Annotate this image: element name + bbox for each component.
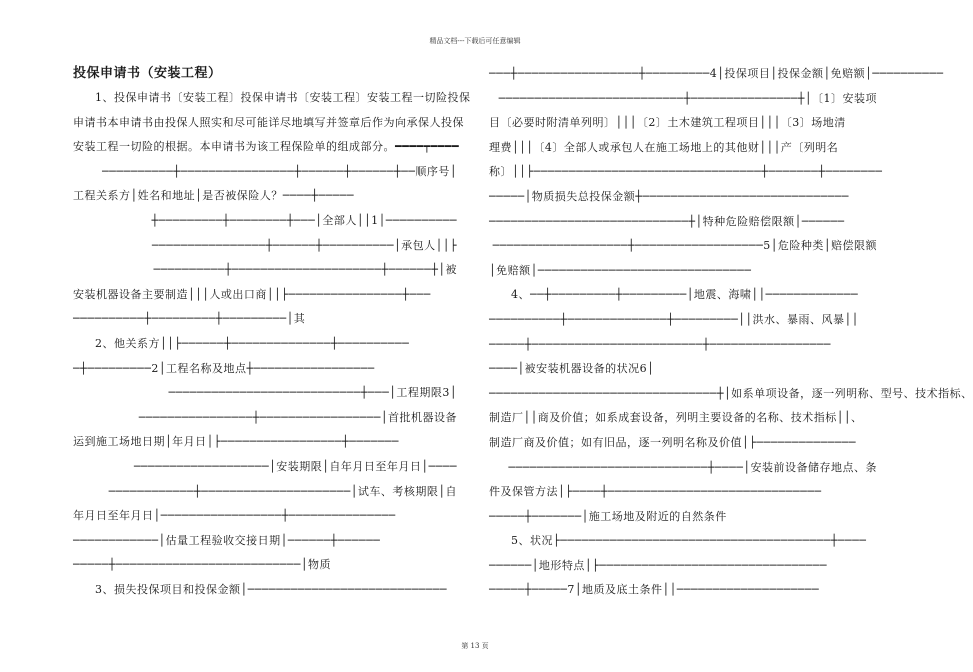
right-line-12: ─────┼────────────────────────┼─────────────────	[489, 337, 831, 351]
left-line-13: ───────────────────────────┼───│工程期限3│	[168, 386, 457, 400]
right-line-9: │免赔额│──────────────────────────────	[489, 263, 752, 277]
right-line-18: 件及保管方法│├────┼──────────────────────────────	[489, 485, 822, 499]
right-line-21: ──────│地形特点│├────────────────────────────────	[489, 558, 828, 572]
left-line-18: 年月日至年月日│─────────────────┼───────────────	[73, 509, 396, 523]
right-line-17: ────────────────────────────┼────│安装前设备储存地点、条	[508, 460, 877, 474]
left-line-1: 1、投保申请书〔安装工程〕投保申请书〔安装工程〕安装工程一切险投保	[95, 91, 471, 104]
right-line-6: ─────│物质损失总投保金额┼─────────────────────────────	[489, 189, 849, 203]
right-line-13: ────│被安装机器设备的状况6│	[489, 362, 655, 376]
right-line-3: 目〔必要时附清单列明〕│││〔2〕土木建筑工程项目│││〔3〕场地清	[489, 116, 846, 130]
left-line-3: 安装工程一切险的根据。本申请书为该工程保险单的组成部分。━━━━┯━━━━	[73, 140, 460, 154]
left-line-20: ─────┼──────────────────────────│物质	[73, 558, 332, 572]
right-line-5: 称〕││├────────────────────────────────┼───────┼────────	[489, 165, 883, 179]
right-line-2: ──────────────────────────┼───────────────┼│〔1〕安装项	[498, 91, 877, 105]
right-column	[489, 62, 973, 603]
left-line-21: 3、损失投保项目和投保金额│────────────────────────────	[95, 582, 448, 596]
left-line-14: ────────────────┼─────────────────│首批机器设备	[138, 410, 457, 424]
right-line-7: ────────────────────────────┼│特种危险赔偿限额│──────	[489, 214, 845, 228]
left-line-12: ─┼─────────2│工程名称及地点┼─────────────────	[73, 361, 375, 375]
left-line-5: 工程关系方│姓名和地址│是否被保险人？────┼─────	[73, 189, 354, 203]
right-line-8: ───────────────────┼──────────────────5│危险种类│赔偿限额	[492, 239, 877, 253]
left-line-19: ────────────│估量工程验收交接日期│──────┼──────	[73, 533, 381, 547]
left-line-2: 申请书本申请书由投保人照实和尽可能详尽地填写并签章后作为向承保人投保	[73, 115, 464, 129]
right-line-1: ───┼─────────────────┼─────────4│投保项目│投保金额│免赔额│──────────	[489, 67, 944, 80]
left-line-9: 安装机器设备主要制造│││人或出口商││├────────────────┼───	[73, 287, 431, 301]
page-header: 精品文档---下载后可任意编辑	[429, 37, 521, 45]
right-line-10: 4、──┼─────────┼─────────│地震、海啸││─────────────	[511, 288, 859, 302]
left-line-7: ────────────────┼──────┼──────────│承包人││├	[151, 238, 457, 252]
left-line-4: ──────────┼────────────────┼──────┼──────┼──顺序号│	[101, 164, 457, 178]
right-line-4: 理费│││〔4〕全部人或承包人在施工场地上的其他财│││产〔列明名	[489, 140, 839, 154]
right-line-16: 制造厂商及价值；如有旧品，逐一列明名称及价值│├──────────────	[489, 435, 856, 449]
left-column	[73, 62, 471, 602]
right-line-22: ─────┼─────7│地质及底土条件││────────────────────	[489, 583, 820, 597]
right-line-14: ────────────────────────────────┼│如系单项设备，逐一列明称、型号、技术指标、	[489, 386, 973, 400]
left-line-8: ──────────┼─────────────────────┼──────┼│被	[153, 263, 457, 277]
document-title: 投保申请书（安装工程）	[73, 66, 222, 81]
left-line-16: ───────────────────│安装期限│自年月日至年月日│────	[133, 459, 457, 473]
left-line-6: ┼─────────┼────────┼───│全部人││1│──────────	[151, 213, 457, 227]
left-line-10: ──────────┼─────────┼─────────│其	[73, 312, 306, 326]
right-line-11: ──────────┼──────────────┼─────────││洪水、暴雨、风暴││	[489, 312, 859, 326]
right-line-19: ─────┼───────│施工场地及附近的自然条件	[489, 509, 727, 523]
left-line-11: 2、他关系方││├──────┼──────────────┼──────────	[95, 336, 410, 350]
left-line-15: 运到施工场地日期│年月日│├─────────────────┼───────	[73, 435, 399, 449]
left-line-17: ────────────┼─────────────────────│试车、考核期限│自	[108, 484, 457, 498]
page-footer: 第 13 页	[461, 642, 489, 650]
right-line-20: 5、状况├──────────────────────────────────────┼────	[511, 534, 867, 548]
right-line-15: 制造厂││商及价值；如系成套设备，列明主要设备的名称、技术指标││、	[489, 411, 863, 425]
